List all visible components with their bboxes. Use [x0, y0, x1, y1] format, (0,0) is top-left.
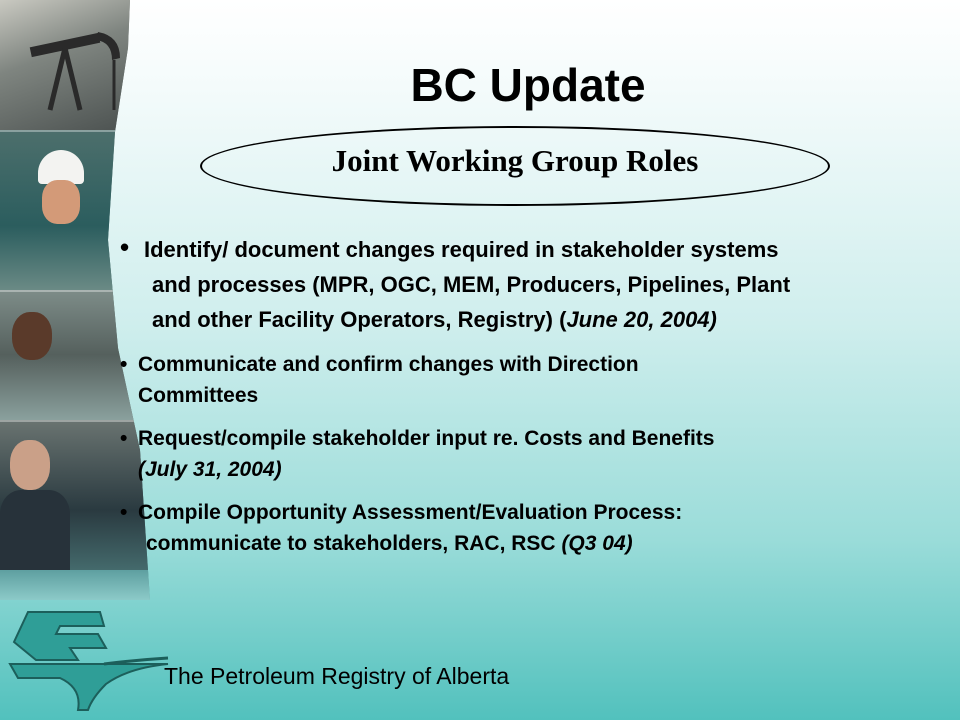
photo-fade [0, 570, 150, 600]
bullet-glyph: • [120, 427, 128, 450]
bullet-text: communicate to stakeholders, RAC, RSC [146, 532, 562, 555]
bullet-line: Communicate and confirm changes with Direction [138, 353, 639, 376]
bullet-line [144, 302, 940, 337]
petroleum-registry-logo [8, 598, 178, 713]
bullet-line [138, 528, 940, 559]
bullet-list [120, 232, 940, 571]
bullet-line [138, 454, 940, 485]
bullet-date: June 20, 2004) [566, 307, 717, 332]
bullet-line: and processes (MPR, OGC, MEM, Producers, Pipelines, Plant [152, 272, 791, 297]
bullet-glyph: • [120, 353, 128, 376]
bullet-text: and other Facility Operators, Registry) ( [152, 307, 567, 332]
bullet-line: Identify/ document changes required in stakeholder systems [144, 237, 779, 262]
bullet-line: Committees [138, 384, 259, 407]
bullet-item [120, 232, 940, 337]
bullet-date: (Q3 04) [561, 532, 633, 555]
bullet-date: (July 31, 2004) [138, 458, 282, 481]
footer-organization: The Petroleum Registry of Alberta [164, 663, 510, 689]
bullet-glyph: • [120, 232, 130, 262]
bullet-item [120, 497, 940, 559]
businessman-suit [0, 490, 70, 570]
bullet-glyph: • [120, 501, 128, 524]
bullet-line: Compile Opportunity Assessment/Evaluation Process: [138, 501, 683, 524]
worker-face [42, 180, 80, 224]
bullet-item [120, 423, 940, 485]
woman-face [12, 312, 52, 360]
businessman-face [10, 440, 50, 490]
bullet-line: Request/compile stakeholder input re. Costs and Benefits [138, 427, 715, 450]
slide-title: BC Update [410, 59, 646, 111]
slide-subtitle: Joint Working Group Roles [331, 143, 699, 178]
bullet-item [120, 349, 940, 411]
